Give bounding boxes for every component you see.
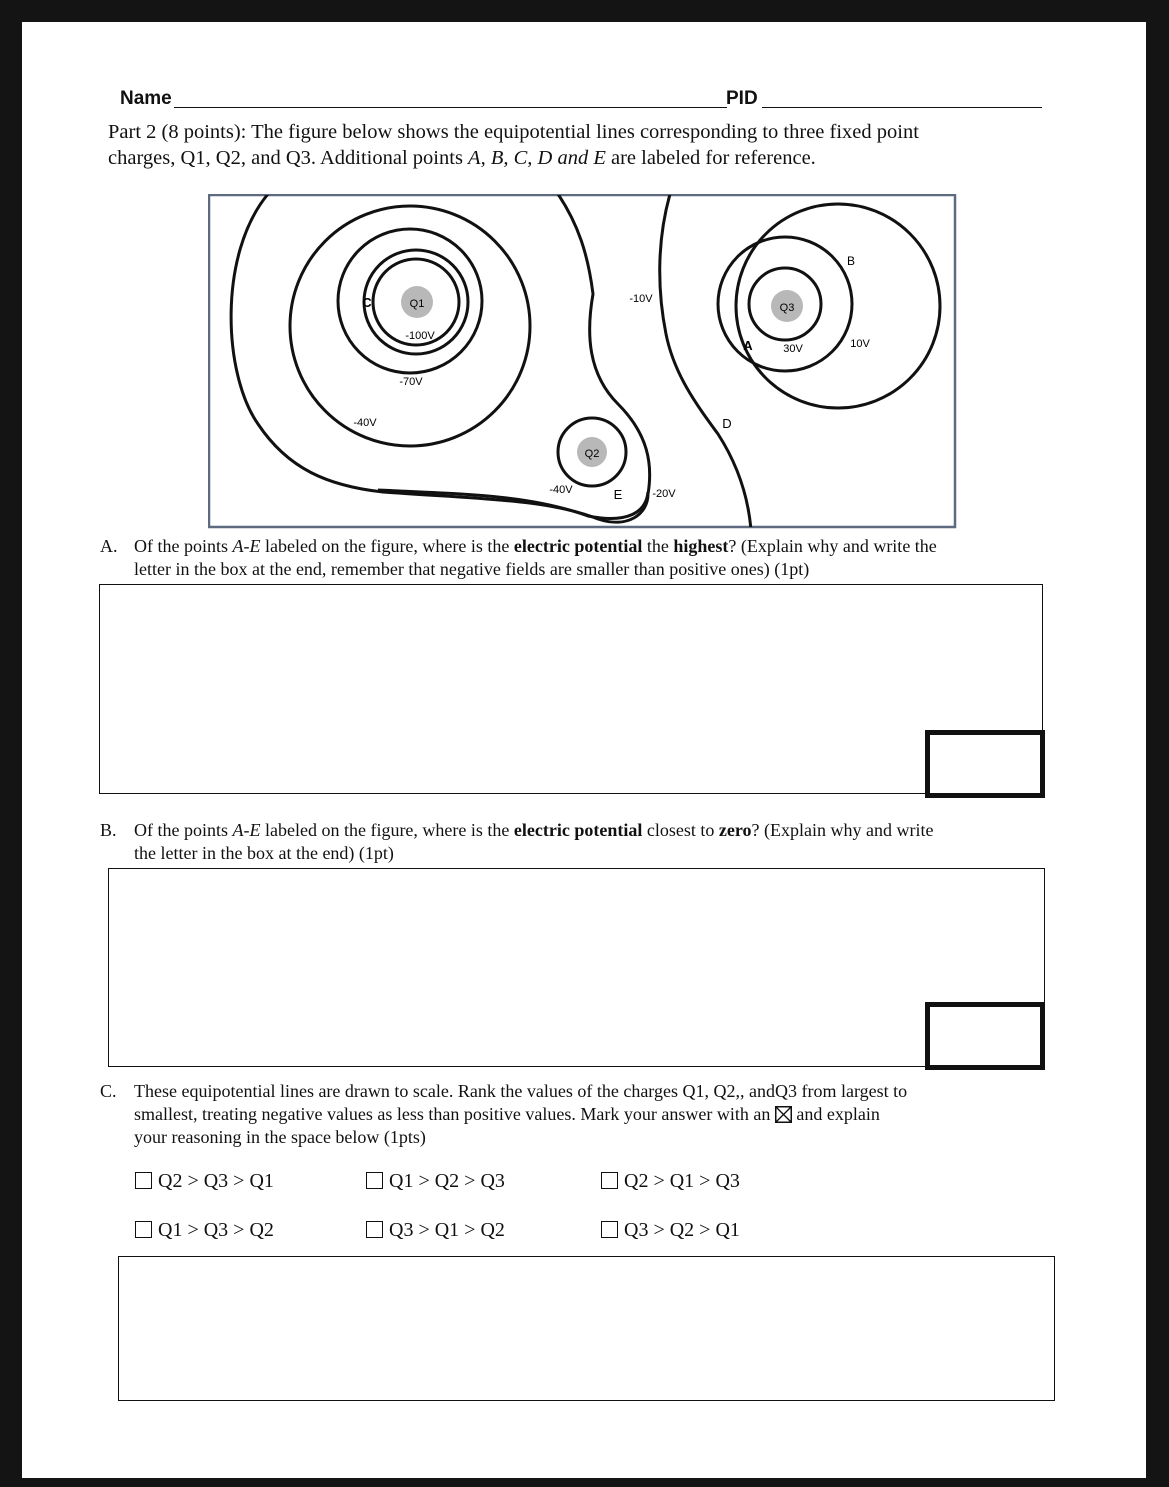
intro-text-3: are labeled for reference.	[605, 147, 816, 169]
option-q2-q3-q1[interactable]	[135, 1169, 274, 1193]
option-q3-q1-q2[interactable]	[366, 1218, 505, 1242]
qa-t1: Of the points	[134, 536, 233, 556]
qb-t2: labeled on the figure, where is the	[260, 820, 514, 840]
option-q3-q2-q1[interactable]	[601, 1218, 740, 1242]
potential-label-minus-100: -100V	[405, 330, 435, 342]
charge-label-q2: Q2	[584, 448, 600, 460]
pid-field[interactable]	[762, 107, 1042, 108]
potential-label-minus-40-left: -40V	[353, 417, 377, 429]
point-label-d: D	[722, 416, 732, 431]
option-checkbox[interactable]	[135, 1221, 152, 1238]
option-checkbox[interactable]	[366, 1221, 383, 1238]
potential-label-minus-40-bottom: -40V	[549, 484, 573, 496]
question-b-line-1	[134, 819, 1120, 842]
qa-t4: ? (Explain why and write the	[728, 536, 937, 556]
point-label-c: C	[362, 295, 372, 310]
point-label-b: B	[846, 254, 856, 268]
qb-range: A-E	[232, 820, 261, 840]
option-checkbox[interactable]	[601, 1172, 618, 1189]
qc-line2a: smallest, treating negative values as less than positive values. Mark your answer with an	[134, 1104, 775, 1124]
answer-b-letter-box[interactable]	[925, 1002, 1045, 1070]
question-b-line-2: the letter in the box at the end) (1pt)	[134, 843, 394, 863]
question-c	[100, 1080, 1120, 1149]
option-checkbox[interactable]	[135, 1172, 152, 1189]
qb-t4: ? (Explain why and write	[751, 820, 934, 840]
qb-b1: electric potential	[513, 820, 643, 840]
intro-line-2	[108, 145, 1108, 171]
intro-line-1: Part 2 (8 points): The figure below shows the equipotential lines corresponding to three fixed point	[108, 121, 919, 143]
point-label-a: A	[743, 338, 753, 353]
intro-points: A, B, C, D and E	[468, 147, 606, 169]
qb-t3: closest to	[642, 820, 719, 840]
option-label: Q3 > Q2 > Q1	[624, 1219, 740, 1241]
qb-b2: zero	[718, 820, 752, 840]
question-c-line-1: These equipotential lines are drawn to scale. Rank the values of the charges Q1, Q2,, andQ3 from largest to	[134, 1081, 908, 1101]
pid-label: PID	[726, 88, 758, 109]
equipotential-figure	[208, 194, 958, 530]
potential-label-minus-70: -70V	[399, 376, 423, 388]
question-a-line-1	[134, 535, 1120, 558]
qb-t1: Of the points	[134, 820, 233, 840]
x-checkbox-icon	[775, 1106, 792, 1123]
option-q2-q1-q3[interactable]	[601, 1169, 740, 1193]
qa-t2: labeled on the figure, where is the	[260, 536, 514, 556]
potential-label-30: 30V	[783, 343, 803, 355]
name-label: Name	[120, 88, 172, 109]
question-b-letter: B.	[100, 820, 117, 840]
qa-b2: highest	[673, 536, 729, 556]
potential-label-minus-20: -20V	[652, 488, 676, 500]
answer-c-reasoning-box[interactable]	[118, 1256, 1055, 1401]
qa-range: A-E	[232, 536, 261, 556]
intro-paragraph	[108, 119, 1108, 171]
qc-line2b: and explain	[791, 1104, 880, 1124]
charge-label-q1: Q1	[409, 298, 425, 310]
question-a-letter: A.	[100, 536, 118, 556]
question-c-letter: C.	[100, 1081, 117, 1101]
intro-text-2: charges, Q1, Q2, and Q3. Additional points	[108, 147, 469, 169]
potential-label-10: 10V	[850, 338, 870, 350]
qa-b1: electric potential	[513, 536, 643, 556]
answer-b-explanation-box[interactable]	[108, 868, 1045, 1067]
qa-t3: the	[642, 536, 674, 556]
potential-label-minus-10: -10V	[629, 293, 653, 305]
question-a-line-2: letter in the box at the end, remember that negative fields are smaller than positive ones) (1pt)	[134, 559, 810, 579]
option-label: Q1 > Q2 > Q3	[389, 1170, 505, 1192]
worksheet-page	[22, 22, 1146, 1478]
charge-label-q3: Q3	[779, 302, 795, 314]
option-label: Q2 > Q1 > Q3	[624, 1170, 740, 1192]
option-q1-q2-q3[interactable]	[366, 1169, 505, 1193]
question-a	[100, 535, 1120, 581]
option-checkbox[interactable]	[366, 1172, 383, 1189]
option-checkbox[interactable]	[601, 1221, 618, 1238]
option-label: Q3 > Q1 > Q2	[389, 1219, 505, 1241]
question-c-line-2	[134, 1103, 1120, 1126]
answer-a-explanation-box[interactable]	[99, 584, 1043, 794]
option-q1-q3-q2[interactable]	[135, 1218, 274, 1242]
option-label: Q2 > Q3 > Q1	[158, 1170, 274, 1192]
point-label-e: E	[613, 487, 623, 502]
option-label: Q1 > Q3 > Q2	[158, 1219, 274, 1241]
question-b	[100, 819, 1120, 865]
question-c-line-3: your reasoning in the space below (1pts)	[134, 1127, 426, 1147]
answer-a-letter-box[interactable]	[925, 730, 1045, 798]
name-field[interactable]	[174, 107, 727, 108]
